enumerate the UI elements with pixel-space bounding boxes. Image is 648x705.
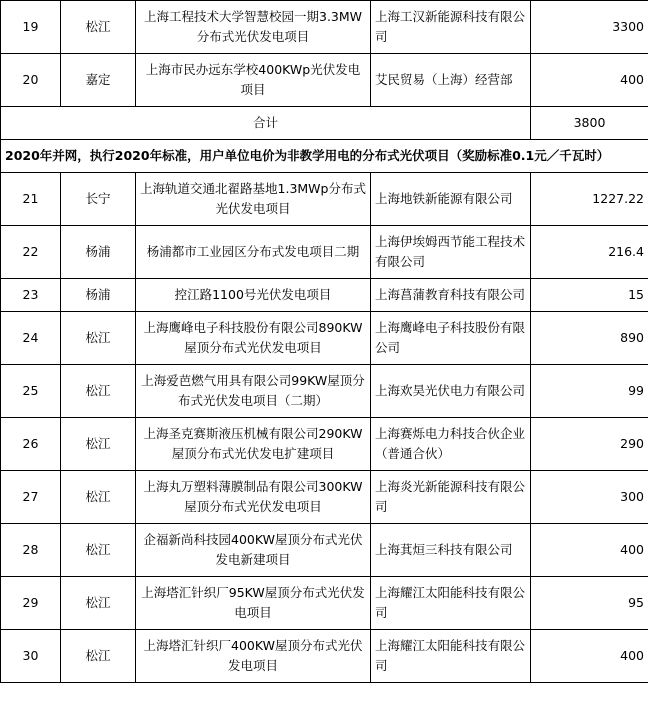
cell-project: 企福新尚科技园400KW屋顶分布式光伏发电新建项目 [136, 524, 371, 577]
cell-district: 松江 [61, 418, 136, 471]
total-amount: 3800 [531, 107, 648, 140]
cell-amount: 3300 [531, 1, 648, 54]
table-row [1, 365, 648, 418]
cell-no: 27 [1, 471, 61, 524]
table-body [1, 1, 648, 683]
table-row [1, 54, 648, 107]
cell-no: 25 [1, 365, 61, 418]
cell-project: 上海轨道交通北翟路基地1.3MWp分布式光伏发电项目 [136, 173, 371, 226]
cell-no: 19 [1, 1, 61, 54]
cell-project: 上海塔汇针织厂400KW屋顶分布式光伏发电项目 [136, 630, 371, 683]
cell-unit: 上海萁烜三科技有限公司 [371, 524, 531, 577]
cell-amount: 300 [531, 471, 648, 524]
cell-no: 28 [1, 524, 61, 577]
table-row [1, 1, 648, 54]
cell-unit: 上海赛烁电力科技合伙企业（普通合伙） [371, 418, 531, 471]
cell-amount: 400 [531, 630, 648, 683]
cell-unit: 上海耀江太阳能科技有限公司 [371, 577, 531, 630]
table-row [1, 577, 648, 630]
cell-project: 上海市民办远东学校400KWp光伏发电项目 [136, 54, 371, 107]
section-note-row [1, 140, 648, 173]
cell-no: 21 [1, 173, 61, 226]
cell-amount: 1227.22 [531, 173, 648, 226]
cell-project: 上海鹰峰电子科技股份有限公司890KW屋顶分布式光伏发电项目 [136, 312, 371, 365]
cell-unit: 艾民贸易（上海）经营部 [371, 54, 531, 107]
cell-amount: 290 [531, 418, 648, 471]
cell-project: 上海塔汇针织厂95KW屋顶分布式光伏发电项目 [136, 577, 371, 630]
cell-no: 26 [1, 418, 61, 471]
table-row-total [1, 107, 648, 140]
cell-project: 控江路1100号光伏发电项目 [136, 279, 371, 312]
cell-project: 上海圣克赛斯液压机械有限公司290KW屋顶分布式光伏发电扩建项目 [136, 418, 371, 471]
cell-unit: 上海伊埃姆西节能工程技术有限公司 [371, 226, 531, 279]
cell-unit: 上海地铁新能源有限公司 [371, 173, 531, 226]
cell-amount: 400 [531, 524, 648, 577]
cell-no: 20 [1, 54, 61, 107]
cell-district: 嘉定 [61, 54, 136, 107]
cell-project: 上海工程技术大学智慧校园一期3.3MW分布式光伏发电项目 [136, 1, 371, 54]
cell-district: 松江 [61, 1, 136, 54]
cell-unit: 上海耀江太阳能科技有限公司 [371, 630, 531, 683]
table-row [1, 226, 648, 279]
section-note-text: 2020年并网，执行2020年标准，用户单位电价为非教学用电的分布式光伏项目（奖励标准0.1元／千瓦时） [1, 140, 648, 173]
cell-no: 29 [1, 577, 61, 630]
cell-amount: 890 [531, 312, 648, 365]
cell-district: 松江 [61, 471, 136, 524]
cell-project: 杨浦都市工业园区分布式发电项目二期 [136, 226, 371, 279]
cell-no: 30 [1, 630, 61, 683]
cell-amount: 99 [531, 365, 648, 418]
cell-district: 松江 [61, 312, 136, 365]
table-row [1, 173, 648, 226]
cell-project: 上海丸万塑料薄膜制品有限公司300KW屋顶分布式光伏发电项目 [136, 471, 371, 524]
table-row [1, 418, 648, 471]
cell-district: 松江 [61, 577, 136, 630]
cell-unit: 上海鹰峰电子科技股份有限公司 [371, 312, 531, 365]
cell-unit: 上海工汉新能源科技有限公司 [371, 1, 531, 54]
cell-amount: 400 [531, 54, 648, 107]
cell-amount: 15 [531, 279, 648, 312]
table-row [1, 630, 648, 683]
cell-district: 杨浦 [61, 226, 136, 279]
cell-unit: 上海菖蒲教育科技有限公司 [371, 279, 531, 312]
cell-district: 长宁 [61, 173, 136, 226]
cell-district: 杨浦 [61, 279, 136, 312]
cell-district: 松江 [61, 524, 136, 577]
cell-district: 松江 [61, 365, 136, 418]
cell-project: 上海爱芭燃气用具有限公司99KW屋顶分布式光伏发电项目（二期） [136, 365, 371, 418]
table-row [1, 312, 648, 365]
cell-no: 23 [1, 279, 61, 312]
cell-amount: 95 [531, 577, 648, 630]
cell-no: 24 [1, 312, 61, 365]
table-row [1, 279, 648, 312]
cell-unit: 上海炎光新能源科技有限公司 [371, 471, 531, 524]
table-row [1, 524, 648, 577]
table-row [1, 471, 648, 524]
total-label: 合计 [1, 107, 531, 140]
cell-no: 22 [1, 226, 61, 279]
cell-amount: 216.4 [531, 226, 648, 279]
cell-district: 松江 [61, 630, 136, 683]
cell-unit: 上海欢昊光伏电力有限公司 [371, 365, 531, 418]
